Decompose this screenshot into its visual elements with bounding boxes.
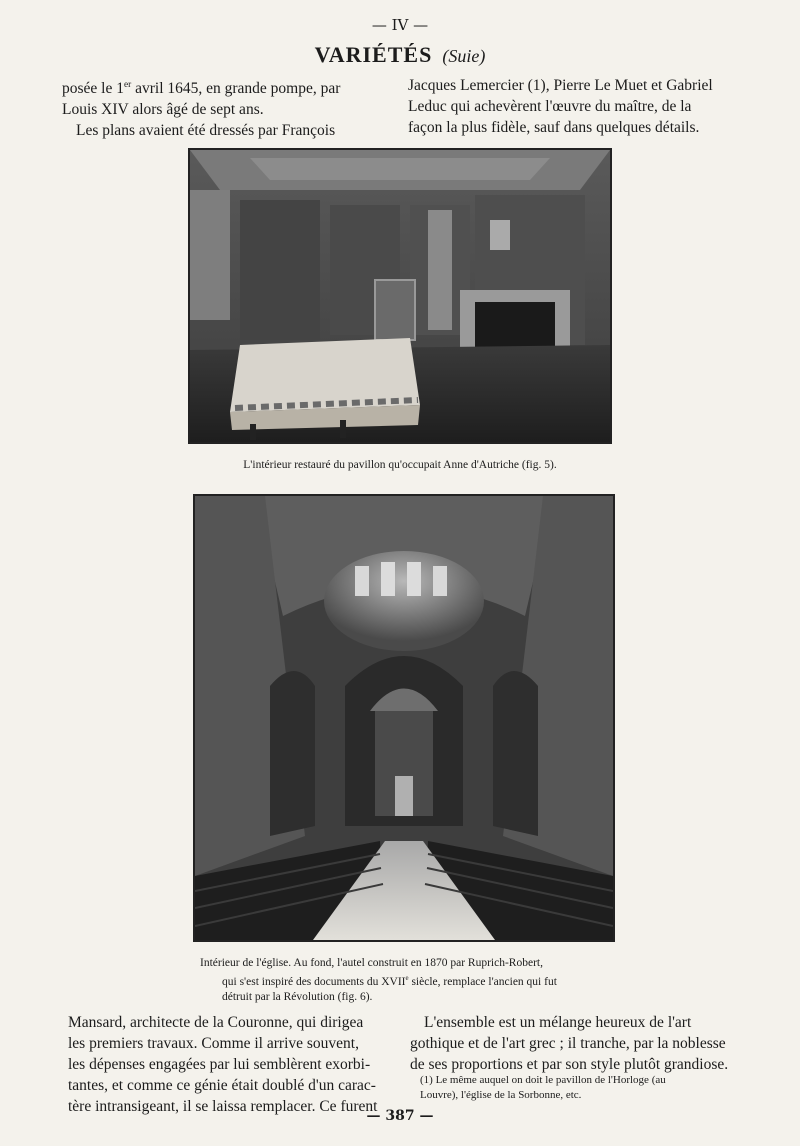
- top-left-column: [62, 75, 388, 141]
- text-line: Jacques Lemercier (1), Pierre Le Muet et Gabriel: [408, 77, 713, 94]
- pavilion-interior-illustration: [190, 150, 610, 442]
- text-line: Louis XIV alors âgé de sept ans.: [62, 101, 264, 119]
- caption-line: détruit par la Révolution (fig. 6).: [222, 990, 373, 1003]
- section-title-suffix: (Suie): [442, 46, 486, 66]
- church-interior-illustration: [195, 496, 613, 940]
- church-interior-photo: [193, 494, 615, 942]
- text-line: L'ensemble est un mélange heureux de l'art: [424, 1014, 692, 1031]
- footnote-line: Louvre), l'église de la Sorbonne, etc.: [420, 1089, 582, 1101]
- figure-6-caption: [200, 956, 620, 1005]
- text-line: façon la plus fidèle, sauf dans quelques détails.: [408, 119, 700, 136]
- text-line: tère intransigeant, il se laissa remplacer. Ce furent: [68, 1098, 378, 1115]
- figure-5-caption: L'intérieur restauré du pavillon qu'occupait Anne d'Autriche (fig. 5).: [243, 459, 557, 471]
- bottom-right-column: [410, 1012, 736, 1075]
- text-line: les premiers travaux. Comme il arrive souvent,: [68, 1035, 359, 1052]
- text-line: Mansard, architecte de la Couronne, qui dirigea: [68, 1014, 364, 1031]
- caption-line: qui s'est inspiré des documents du XVIIe siècle, remplace l'ancien qui fut: [222, 975, 557, 988]
- text-line: de ses proportions et par son style plutôt grandiose.: [410, 1056, 729, 1073]
- footnote-line: (1) Le même auquel on doit le pavillon de l'Horloge (au: [420, 1074, 666, 1086]
- text-line: Les plans avaient été dressés par François: [76, 122, 336, 140]
- footnote: [420, 1073, 736, 1103]
- top-right-column: [408, 75, 728, 138]
- text-line: tantes, et comme ce génie était doublé d'un carac-: [68, 1077, 376, 1094]
- page-number-bottom: — 387 —: [366, 1108, 434, 1124]
- text-line: posée le 1er avril 1645, en grande pompe, par: [62, 80, 341, 98]
- bottom-left-column: [68, 1012, 392, 1117]
- text-line: les dépenses engagées par lui semblèrent exorbi-: [68, 1056, 371, 1073]
- pavilion-interior-photo: [188, 148, 612, 444]
- page-number-top: — IV —: [371, 16, 429, 34]
- section-title: [0, 42, 800, 68]
- text-line: Leduc qui achevèrent l'œuvre du maître, de la: [408, 98, 692, 115]
- caption-line: Intérieur de l'église. Au fond, l'autel construit en 1870 par Ruprich-Robert,: [200, 957, 543, 969]
- section-title-main: VARIÉTÉS: [314, 42, 433, 67]
- text-line: gothique et de l'art grec ; il tranche, par la noblesse: [410, 1035, 726, 1052]
